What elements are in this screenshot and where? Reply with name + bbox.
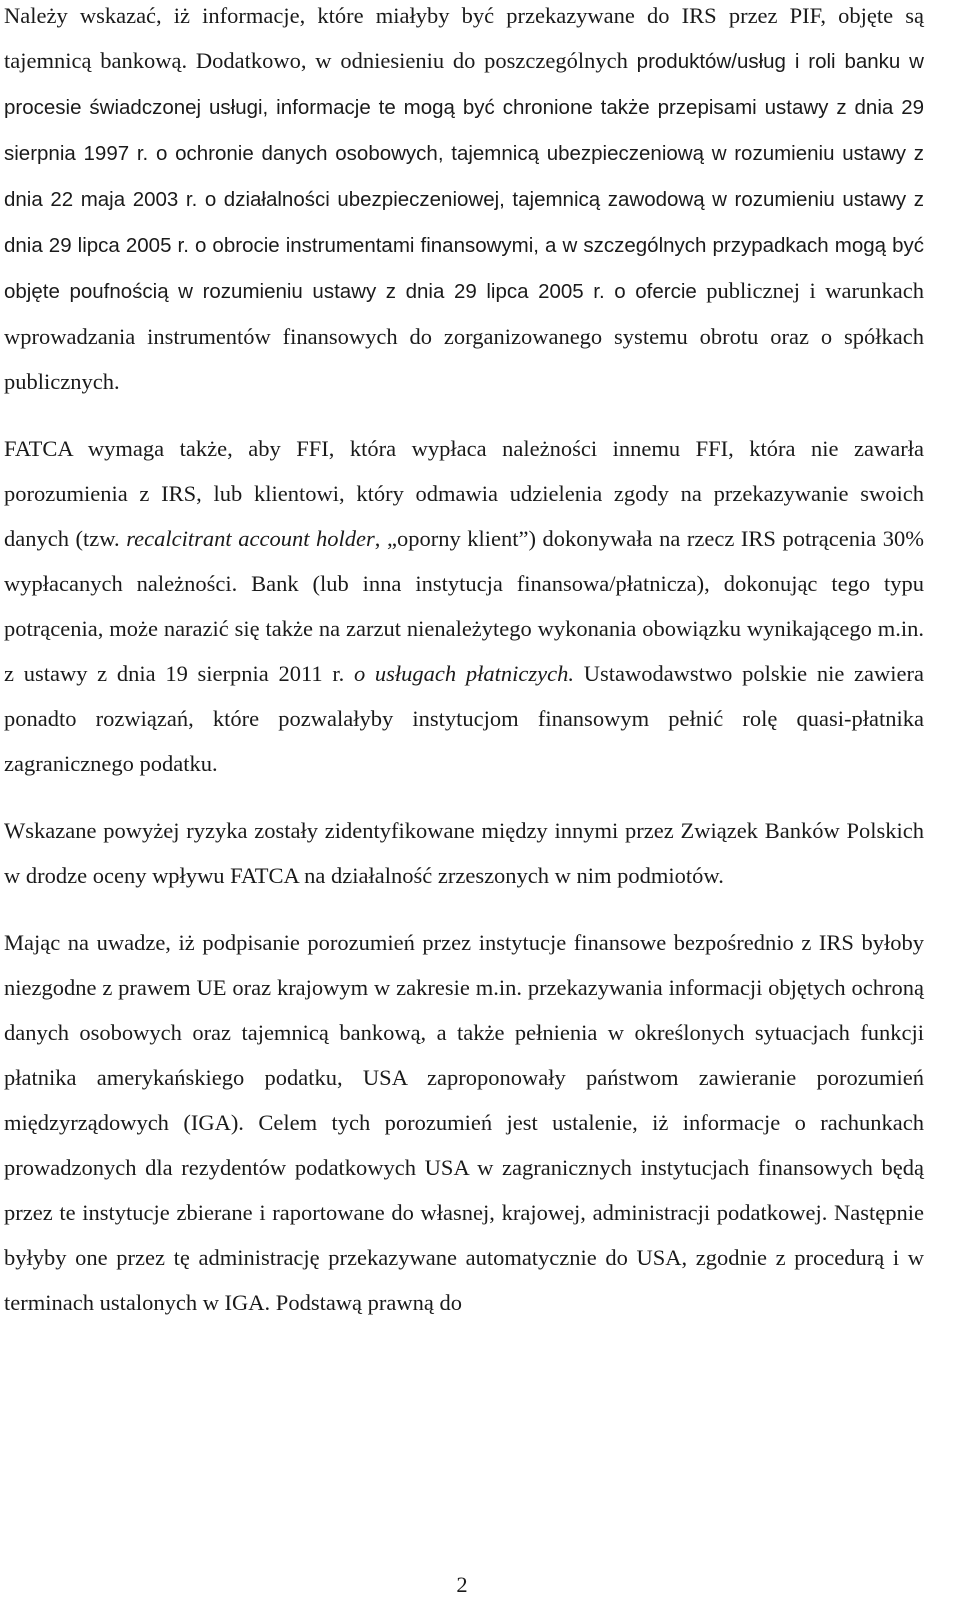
paragraph-confidentiality: [4, 0, 924, 404]
paragraph-text-segment: Ustawodawstwo polskie nie zawiera ponadto rozwiązań, które pozwalałyby instytucjom finansowym pełnić rolę quasi-płatnika zagranicznego podatku.: [4, 661, 925, 776]
paragraph-text-segment: produktów/usług i roli banku w procesie świadczonej usługi, informacje te mogą być chronione także przepisami ustawy z dnia 29 sierpnia 1997 r. o ochronie danych osobowych, tajemnicą ubezpieczeniową w rozumieniu ustawy z dnia 22 maja 2003 r. o działalności ubezpieczeniowej, tajemnicą zawodową w rozumieniu ustawy z dnia 29 lipca 2005 r. o obrocie instrumentami finansowymi, a w szczególnych przypadkach mogą być objęte poufnością w rozumieniu ustawy z dnia 29 lipca 2005 r. o ofercie: [4, 50, 924, 303]
page-number: 2: [456, 1572, 468, 1597]
document-page: [4, 0, 924, 1325]
paragraph-text-segment: , „oporny klient”) dokonywała na rzecz IRS potrącenia 30% wypłacanych należności. Bank (lub inna instytucja finansowa/płatnicza), dokonując tego typu potrącenia, może narazić się także na zarzut nienależytego wykonania obowiązku wynikającego m.in. z ustawy z dnia 19 sierpnia 2011 r.: [4, 526, 924, 686]
paragraph-text-segment: FATCA wymaga także, aby FFI, która wypłaca należności innemu FFI, która nie zawarła porozumienia z IRS, lub klientowi, który odmawia udzielenia zgody na przekazywanie swoich danych (tzw.: [4, 436, 924, 551]
paragraph-iga: [4, 920, 924, 1325]
paragraph-text-segment: publicznej i warunkach wprowadzania instrumentów finansowych do zorganizowanego systemu obrotu oraz o spółkach publicznych.: [4, 278, 924, 394]
paragraph-withholding: [4, 426, 924, 786]
paragraph-italic-act-title: o usługach płatniczych.: [353, 661, 574, 686]
paragraph-text-segment: Należy wskazać, iż informacje, które miałyby być przekazywane do IRS przez PIF, objęte są tajemnicą bankową. Dodatkowo, w odniesieniu do poszczególnych: [4, 3, 924, 73]
paragraph-text-segment: Wskazane powyżej ryzyka zostały zidentyfikowane między innymi przez Związek Banków Polskich w drodze oceny wpływu FATCA na działalność zrzeszonych w nim podmiotów.: [4, 818, 924, 888]
paragraph-italic-term: recalcitrant account holder: [126, 526, 375, 551]
paragraph-risks: [4, 808, 924, 898]
paragraph-text-segment: Mając na uwadze, iż podpisanie porozumień przez instytucje finansowe bezpośrednio z IRS byłoby niezgodne z prawem UE oraz krajowym w zakresie m.in. przekazywania informacji objętych ochroną danych osobowych oraz tajemnicą bankową, a także pełnienia w określonych sytuacjach funkcji płatnika amerykańskiego podatku, USA zaproponowały państwom zawieranie porozumień międzyrządowych (IGA). Celem tych porozumień jest ustalenie, iż informacje o rachunkach prowadzonych dla rezydentów podatkowych USA w zagranicznych instytucjach finansowych będą przez te instytucje zbierane i raportowane do własnej, krajowej, administracji podatkowej. Następnie byłyby one przez tę administrację przekazywane automatycznie do USA, zgodnie z procedurą i w terminach ustalonych w IGA. Podstawą prawną do: [4, 930, 924, 1315]
